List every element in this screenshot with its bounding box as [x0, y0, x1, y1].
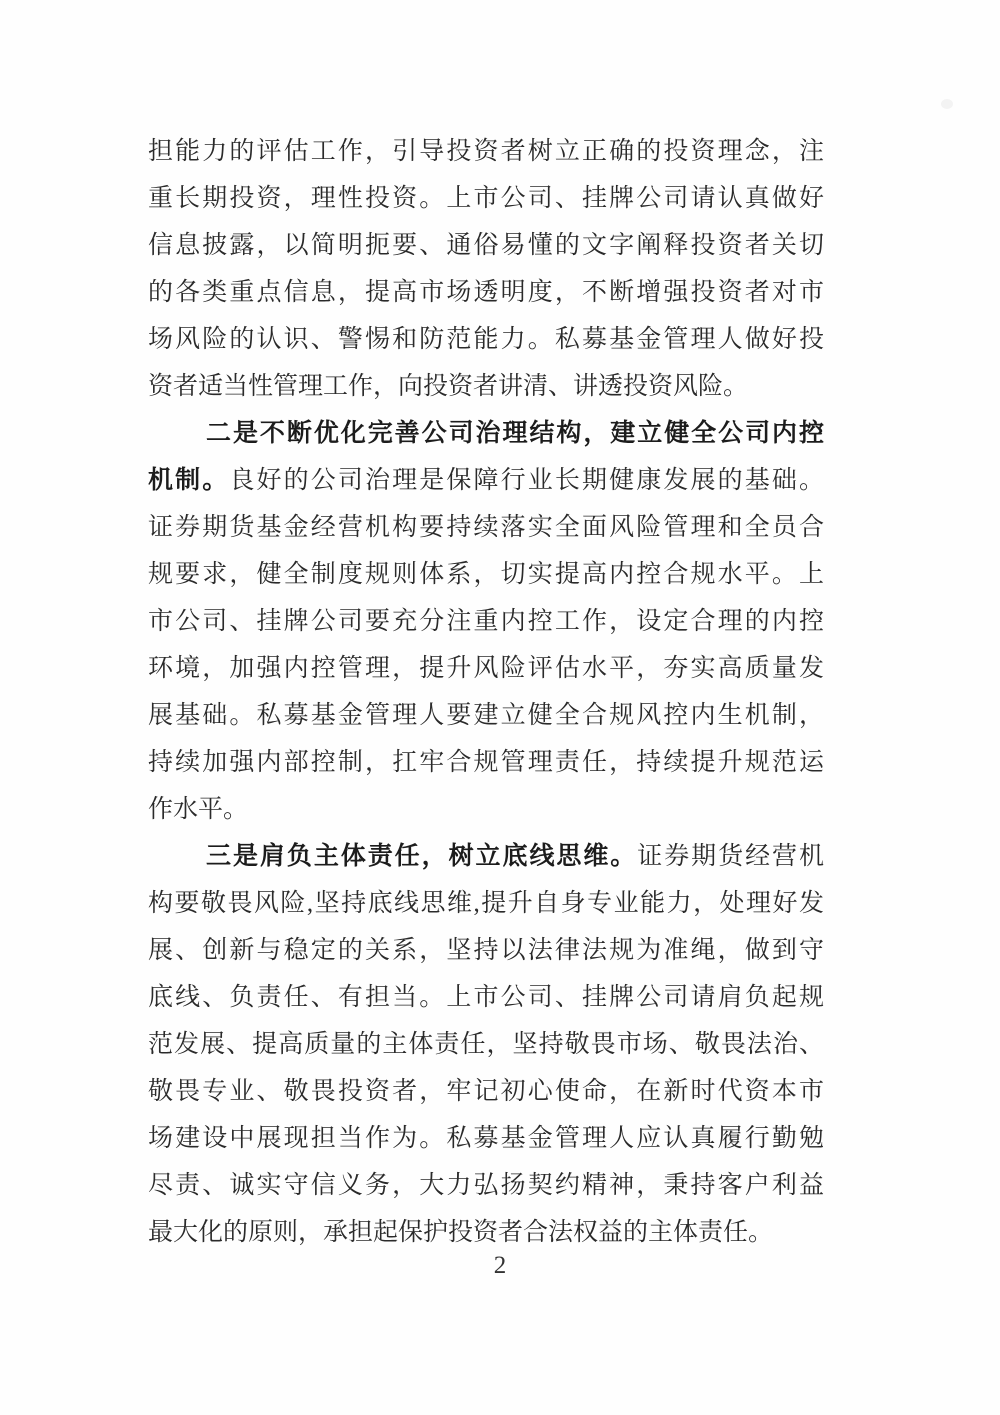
body-text: 的各类重点信息，提高市场透明度，不断增强投资者对市: [148, 279, 824, 306]
body-text: 证券期货经营机: [637, 843, 824, 870]
text-line: [148, 410, 824, 457]
body-text: 市公司、挂牌公司要充分注重内控工作，设定合理的内控: [148, 608, 824, 635]
text-line: [148, 1162, 824, 1209]
body-text: 敬畏专业、敬畏投资者，牢记初心使命，在新时代资本市: [148, 1078, 824, 1105]
text-line: [148, 1115, 824, 1162]
bold-text: 三是肩负主体责任，树立底线思维。: [206, 843, 638, 870]
body-text: 证券期货基金经营机构要持续落实全面风险管理和全员合: [148, 514, 824, 541]
text-line: [148, 1068, 824, 1115]
text-line: [148, 974, 824, 1021]
body-text: 场风险的认识、警惕和防范能力。私募基金管理人做好投: [148, 326, 824, 353]
text-line: [148, 692, 824, 739]
text-line: [148, 222, 824, 269]
body-text: 尽责、诚实守信义务，大力弘扬契约精神，秉持客户利益: [148, 1172, 824, 1199]
paragraph: [148, 410, 824, 833]
text-line: [148, 739, 824, 786]
text-line: [148, 316, 824, 363]
body-text: 展、创新与稳定的关系，坚持以法律法规为准绳，做到守: [148, 937, 824, 964]
body-text: 展基础。私募基金管理人要建立健全合规风控内生机制，: [148, 702, 824, 729]
text-line: [148, 504, 824, 551]
bold-text: 二是不断优化完善公司治理结构，建立健全公司内控: [206, 420, 824, 447]
body-text: 持续加强内部控制，扛牢合规管理责任，持续提升规范运: [148, 749, 824, 776]
bold-text: 机制。: [148, 467, 230, 494]
paragraph: [148, 128, 824, 410]
body-text: 最大化的原则，承担起保护投资者合法权益的主体责任。: [148, 1219, 774, 1246]
text-line: [148, 269, 824, 316]
scan-artifact: [941, 99, 953, 109]
body-text: 环境，加强内控管理，提升风险评估水平，夯实高质量发: [148, 655, 824, 682]
text-line: [148, 645, 824, 692]
text-line: [148, 363, 824, 410]
text-line: [148, 880, 824, 927]
text-line: [148, 927, 824, 974]
text-line: [148, 1021, 824, 1068]
body-text: 良好的公司治理是保障行业长期健康发展的基础。: [229, 467, 824, 494]
body-text: 作水平。: [148, 796, 249, 823]
paragraph: [148, 833, 824, 1256]
body-text: 范发展、提高质量的主体责任，坚持敬畏市场、敬畏法治、: [148, 1031, 824, 1058]
text-line: [148, 833, 824, 880]
body-text: 场建设中展现担当作为。私募基金管理人应认真履行勤勉: [148, 1125, 824, 1152]
page-number: 2: [493, 1252, 507, 1279]
text-line: [148, 128, 824, 175]
text-line: [148, 598, 824, 645]
text-line: [148, 175, 824, 222]
text-line: [148, 1209, 824, 1256]
body-text: 信息披露，以简明扼要、通俗易懂的文字阐释投资者关切: [148, 232, 824, 259]
body-text: 重长期投资，理性投资。上市公司、挂牌公司请认真做好: [148, 185, 824, 212]
body-text: 担能力的评估工作，引导投资者树立正确的投资理念，注: [148, 138, 824, 165]
text-block: [148, 128, 824, 1256]
text-line: [148, 551, 824, 598]
body-text: 底线、负责任、有担当。上市公司、挂牌公司请肩负起规: [148, 984, 824, 1011]
body-text: 资者适当性管理工作，向投资者讲清、讲透投资风险。: [148, 373, 749, 400]
body-text: 构要敬畏风险,坚持底线思维,提升自身专业能力，处理好发: [148, 890, 824, 917]
text-line: [148, 457, 824, 504]
body-text: 规要求，健全制度规则体系，切实提高内控合规水平。上: [148, 561, 824, 588]
text-line: [148, 786, 824, 833]
